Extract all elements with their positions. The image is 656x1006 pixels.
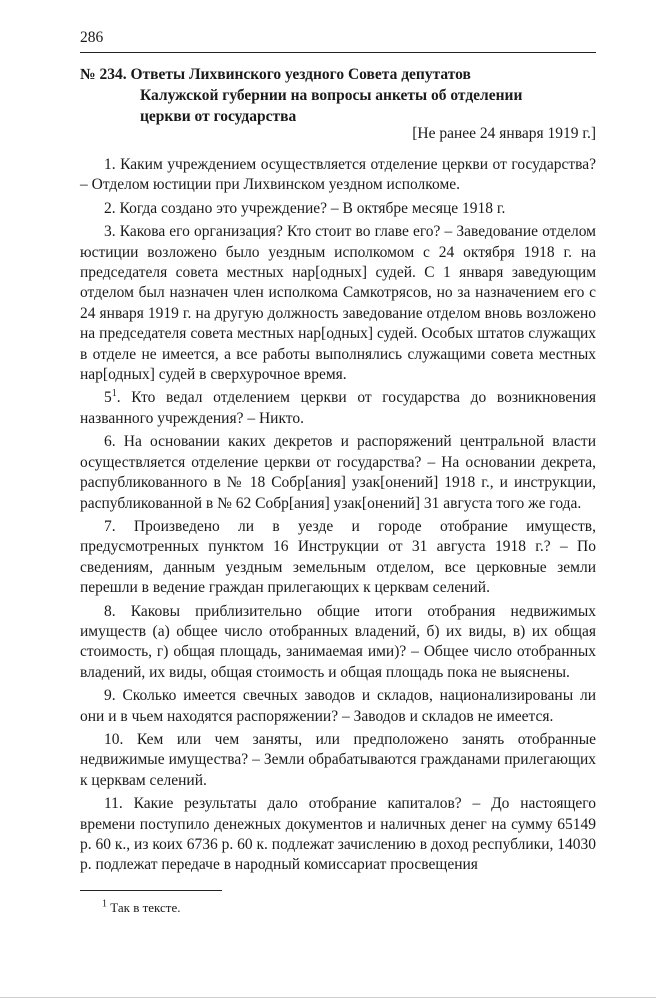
footnote-marker: 1 [102, 898, 107, 910]
footnote-reference: 1 [111, 388, 117, 400]
paragraph-5-text: Кто ведал отделением церкви от государства до возникновения названного учреждения? – Никто. [80, 389, 597, 427]
document-title-line-1: Ответы Лихвинского уездного Совета депутатов [130, 66, 471, 83]
paragraph-2: 2. Когда создано это учреждение? – В октябре месяце 1918 г. [104, 199, 506, 217]
paragraph-1: 1. Каким учреждением осуществляется отделение церкви от государства? – Отделом юстиции при Лихвинском уездном исполкоме. [80, 156, 596, 194]
footnote-text: Так в тексте. [110, 900, 181, 915]
header-rule [80, 52, 596, 53]
document-body [80, 155, 596, 876]
document-heading [80, 64, 596, 127]
paragraph-7: 7. Произведено ли в уезде и городе отобрание имуществ, предусмотренных пунктом 16 Инструкции от 31 августа 1918 г.? – По сведениям, данным уездным земельным отделом, все церковные земли перешли в ведение граждан прилегающих к церквам селений. [80, 517, 596, 597]
paragraph-6: 6. На основании каких декретов и распоряжений центральной власти осуществляется отделение церкви от государства? – На основании декрета, распубликованного в № 18 Собр[ания] узак[онений] 1918 г., и инструкции, распубликованной в № 62 Собр[ания] узак[онений] 31 августа того же года. [80, 433, 596, 512]
page-bottom-edge [0, 997, 656, 998]
document-title-line-2: Калужской губернии на вопросы анкеты об отделении [140, 87, 523, 104]
document-title-line-3: церкви от государства [140, 108, 297, 125]
paragraph-9: 9. Сколько имеется свечных заводов и складов, национализированы ли они и в чьем находятся распоряжении? – Заводов и складов не имеется. [80, 687, 596, 725]
footnote [102, 899, 582, 917]
paragraph-11: 11. Какие результаты дало отобрание капиталов? – До настоящего времени поступило денежных документов и наличных денег на сумму 65149 р. 60 к., из коих 6736 р. 60 к. подлежат зачислению в доход республики, 14030 р. подлежат передаче в народный комиссариат просвещения [80, 795, 596, 874]
document-number: № 234. [80, 66, 127, 83]
document-date: [Не ранее 24 января 1919 г.] [412, 125, 596, 142]
page-number: 286 [80, 29, 104, 46]
paragraph-5: $5^1$. Кто ведал отделением церкви от государства до возникновения названного учреждения? – Никто. [80, 388, 597, 427]
paragraph-5-number: 5 [104, 389, 112, 407]
paragraph-8: 8. Каковы приблизительно общие итоги отобрания недвижимых имуществ (а) общее число отобранных владений, б) их виды, в) их общая стоимость, г) общая площадь, занимаемая ими)? – Общее число отобранных владений, их виды, общая стоимость и общая площадь пока не выяснены. [80, 602, 596, 681]
paragraph-3: 3. Какова его организация? Кто стоит во главе его? – Заведование отделом юстиции возложено было уездным исполкомом с 24 октября 1918 г. на председателя совета местных нар[одных] судей. С 1 января заведующим отделом был назначен член исполкома Самкотрясов, но за назначением его с 24 января 1919 г. на другую должность заведование отделом вновь возложено на председателя совета местных нар[одных] судей. Особых штатов служащих в отделе не имеется, а все работы выполнялись служащими совета местных нар[одных] судей в сверхурочное время. [80, 223, 596, 384]
paragraph-10: 10. Кем или чем заняты, или предположено занять отобранные недвижимые имущества? – Земли обрабатываются гражданами прилегающих к церквам селений. [80, 730, 596, 789]
footnote-rule [80, 890, 222, 891]
